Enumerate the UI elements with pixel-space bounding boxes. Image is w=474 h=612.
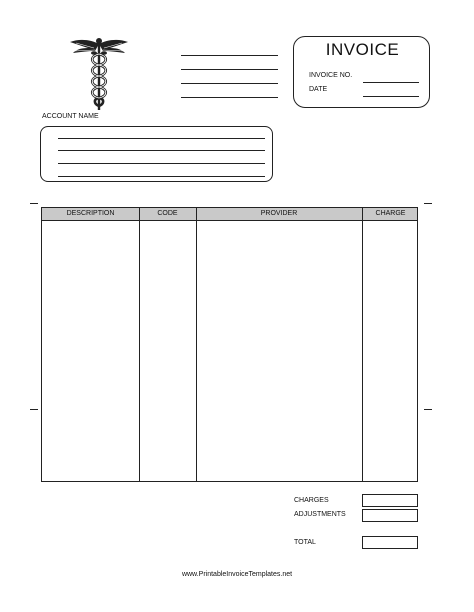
column-header-charge: CHARGE [375, 210, 406, 217]
account-line[interactable] [58, 176, 265, 177]
invoice-title: INVOICE [325, 40, 400, 59]
charges-label: CHARGES [294, 497, 329, 504]
company-line[interactable] [181, 69, 278, 70]
column-header-code: CODE [157, 210, 178, 217]
invoice-info-box [293, 36, 430, 108]
account-name-box [40, 126, 273, 182]
column-header-description: DESCRIPTION [66, 210, 115, 217]
invoice-no-field[interactable] [363, 82, 419, 83]
company-line[interactable] [181, 83, 278, 84]
company-line[interactable] [181, 97, 278, 98]
items-table [41, 207, 418, 482]
table-header [42, 208, 417, 221]
date-field[interactable] [363, 96, 419, 97]
total-label: TOTAL [294, 539, 316, 546]
fold-mark [30, 203, 38, 204]
adjustments-field[interactable] [362, 509, 418, 522]
fold-mark [424, 203, 432, 204]
account-line[interactable] [58, 163, 265, 164]
company-line[interactable] [181, 55, 278, 56]
fold-mark [424, 409, 432, 410]
fold-mark [30, 409, 38, 410]
code-cell[interactable] [140, 221, 196, 481]
charges-field[interactable] [362, 494, 418, 507]
footer-url: www.PrintableInvoiceTemplates.net [181, 571, 293, 578]
account-line[interactable] [58, 138, 265, 139]
date-label: DATE [309, 86, 328, 93]
adjustments-label: ADJUSTMENTS [294, 511, 346, 518]
total-field[interactable] [362, 536, 418, 549]
provider-cell[interactable] [197, 221, 362, 481]
account-name-label: ACCOUNT NAME [42, 113, 99, 120]
charge-cell[interactable] [363, 221, 417, 481]
invoice-no-label: INVOICE NO. [309, 72, 353, 79]
account-line[interactable] [58, 150, 265, 151]
description-cell[interactable] [42, 221, 139, 481]
caduceus-icon [68, 36, 130, 112]
column-header-provider: PROVIDER [260, 210, 298, 217]
